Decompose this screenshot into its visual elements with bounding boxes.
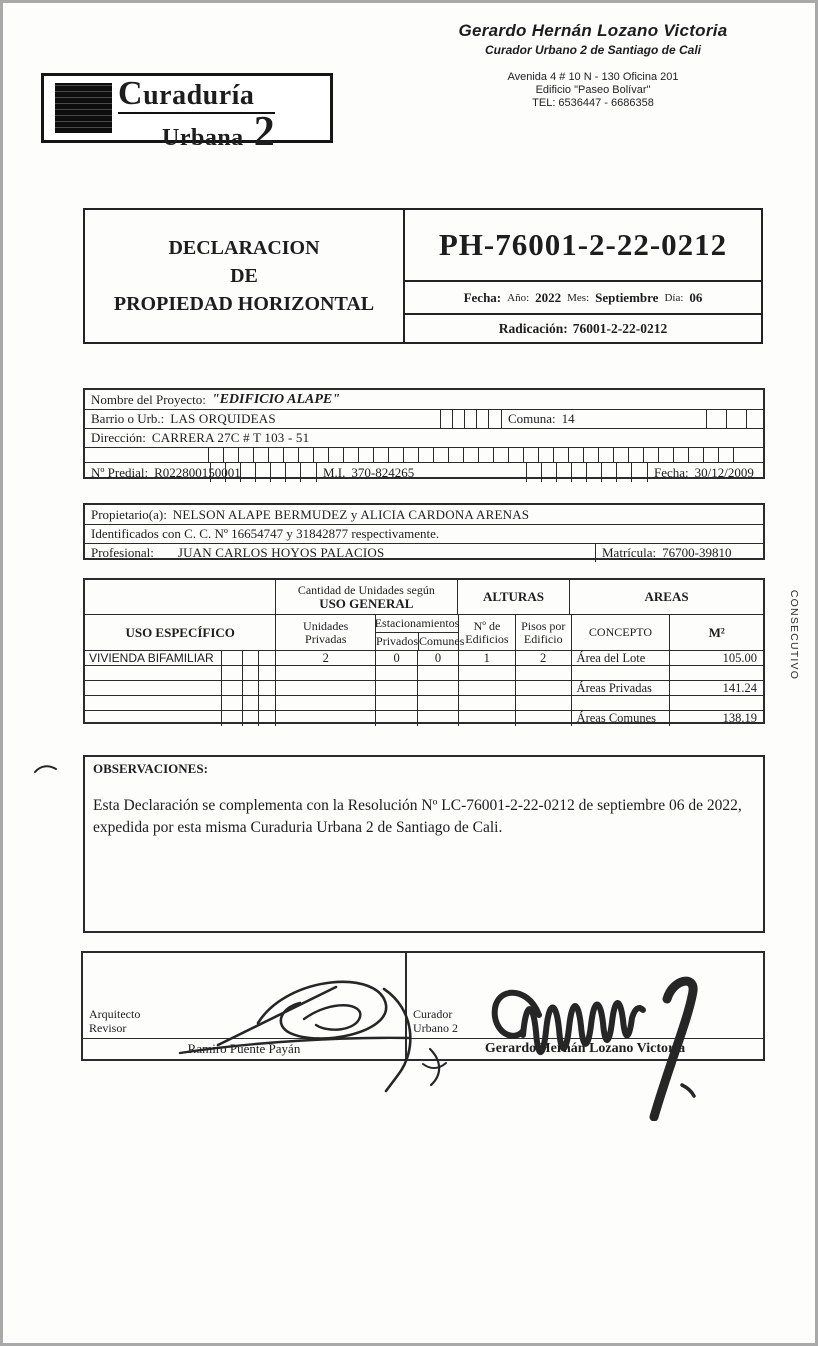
curator-role-line1: Curador — [413, 1007, 453, 1021]
logo-word-urbana: Urbana — [162, 124, 244, 151]
year-value: 2022 — [535, 289, 562, 305]
observaciones-text: Esta Declaración se complementa con la Resolución Nº LC-76001-2-22-0212 de septiembre 06 de 2022, expedida por esta misma Curaduria Urbana 2 de Santiago de Cali. — [93, 797, 742, 836]
comuna-value: 14 — [561, 411, 575, 426]
project-info-table — [83, 388, 765, 479]
alturas-header: ALTURAS — [458, 580, 570, 614]
curator-role-line2: Urbano 2 — [413, 1021, 458, 1035]
stray-ink-mark — [679, 1081, 699, 1101]
logo-word-curaduria: Curaduría — [118, 77, 275, 114]
grid-cells — [440, 410, 501, 428]
month-value: Septiembre — [595, 289, 659, 305]
predial-label: Nº Predial: — [91, 464, 149, 480]
table-row — [85, 651, 763, 666]
profesional-label: Profesional: — [91, 545, 154, 560]
curator-title: Curador Urbano 2 de Santiago de Cali — [484, 43, 702, 57]
curator-signature-name: Gerardo Hernán Lozano Victoria — [407, 1038, 763, 1059]
logo-number: 2 — [253, 109, 275, 155]
architect-name: Ramiro Puente Payán — [83, 1038, 405, 1059]
fecha-row — [405, 282, 761, 315]
edificios-header-line2: Edificios — [465, 631, 509, 646]
stray-tilde-mark — [421, 1059, 449, 1075]
project-name-label: Nombre del Proyecto: — [91, 391, 206, 407]
empty-grid-row — [85, 447, 763, 462]
title-line-1: DECLARACION — [168, 237, 320, 259]
profesional-value: JUAN CARLOS HOYOS PALACIOS — [177, 545, 385, 560]
estac-comunes-value: 0 — [418, 651, 459, 665]
grid-cells — [526, 463, 647, 482]
direccion-value: CARRERA 27C # T 103 - 51 — [151, 430, 310, 445]
area-concepto: Áreas Privadas — [572, 681, 671, 695]
pisos-header-line1: Pisos por — [521, 618, 566, 633]
identificados-text: Identificados con C. C. Nº 16654747 y 31842877 respectivamente. — [91, 526, 440, 541]
edificios-header-line1: Nº de — [473, 618, 501, 633]
matricula-value: 76700-39810 — [662, 545, 732, 560]
matricula-label: Matrícula: — [602, 545, 657, 560]
radicacion-label: Radicación: — [498, 320, 568, 336]
area-concepto: Áreas Comunes — [572, 711, 671, 726]
privados-header: Privados — [376, 634, 419, 648]
title-line-3: PROPIEDAD HORIZONTAL — [113, 293, 375, 315]
cantidad-header-line1: Cantidad de Unidades según — [297, 582, 435, 597]
radicacion-row — [405, 315, 761, 342]
unidades-header-line1: Unidades — [303, 618, 349, 633]
pisos-value: 2 — [516, 651, 572, 665]
barrio-value: LAS ORQUIDEAS — [170, 411, 276, 426]
title-block — [83, 208, 763, 344]
unidades-value: 2 — [276, 651, 376, 665]
units-table-header-cols — [85, 615, 763, 651]
grid-cells — [210, 463, 316, 482]
predial-fecha-value: 30/12/2009 — [694, 464, 754, 480]
barrio-label: Barrio o Urb.: — [91, 411, 165, 426]
cantidad-header-line2: USO GENERAL — [319, 595, 414, 611]
title-line-2: DE — [230, 265, 258, 287]
fecha-label: Fecha: — [463, 289, 502, 305]
day-label: Día: — [664, 291, 684, 304]
table-row — [85, 696, 763, 711]
grid-cells — [208, 448, 749, 462]
radicacion-value: 76001-2-22-0212 — [572, 320, 668, 336]
margin-dash-mark — [33, 761, 59, 777]
day-value: 06 — [689, 289, 703, 305]
architect-role-line2: Revisor — [89, 1021, 127, 1035]
predial-fecha-label: Fecha: — [654, 464, 689, 480]
letterhead-curator-block — [398, 21, 788, 110]
concepto-header: CONCEPTO — [572, 615, 671, 650]
curator-name: Gerardo Hernán Lozano Victoria — [458, 21, 728, 40]
comuna-label: Comuna: — [508, 411, 556, 426]
area-concepto — [572, 666, 671, 680]
project-name-row — [85, 390, 763, 409]
unidades-header-line2: Privadas — [305, 631, 347, 646]
signature-section — [81, 951, 765, 1061]
estacionamientos-header: Estacionamientos — [376, 615, 458, 633]
address-line-3: TEL: 6536447 - 6686358 — [532, 97, 654, 109]
logo-text — [118, 75, 275, 155]
area-m2: 141.24 — [722, 680, 757, 695]
area-m2 — [670, 666, 763, 680]
document-title — [85, 210, 405, 342]
area-concepto: Área del Lote — [572, 651, 671, 665]
profesional-row — [85, 543, 763, 562]
curator-role-label — [413, 1007, 458, 1035]
n-edificios-value: 1 — [459, 651, 516, 665]
area-m2: 105.00 — [722, 650, 757, 665]
propietario-row — [85, 505, 763, 524]
curaduria-logo — [41, 73, 333, 155]
grid-cells — [706, 410, 767, 428]
table-row — [85, 681, 763, 696]
uso-especifico-header: USO ESPECÍFICO — [85, 615, 276, 650]
mi-value: 370-824265 — [351, 464, 415, 480]
propietario-label: Propietario(a): — [91, 506, 167, 522]
architect-role-label — [89, 1007, 140, 1035]
curator-signature-box — [405, 951, 765, 1061]
direccion-row — [85, 428, 763, 447]
area-m2 — [670, 696, 763, 710]
architect-signature-box — [81, 951, 405, 1061]
architect-role-line1: Arquitecto — [89, 1007, 141, 1021]
predial-row — [85, 462, 763, 482]
mi-label: M.I. — [323, 464, 346, 480]
units-table-header-groups — [85, 580, 763, 615]
direccion-label: Dirección: — [91, 430, 146, 445]
logo-square-icon — [55, 83, 112, 133]
comunes-header: Comunes — [419, 634, 465, 648]
barrio-row — [85, 409, 763, 428]
propietario-value: NELSON ALAPE BERMUDEZ y ALICIA CARDONA ARENAS — [172, 506, 530, 522]
owner-table — [83, 503, 765, 560]
table-row — [85, 711, 763, 726]
identificados-row — [85, 524, 763, 543]
area-m2: 138.19 — [722, 711, 757, 725]
units-areas-table — [83, 578, 765, 724]
m2-header: M² — [708, 624, 725, 640]
estac-privados-value: 0 — [376, 651, 418, 665]
area-concepto — [572, 696, 671, 710]
project-name-value: "EDIFICIO ALAPE" — [211, 391, 341, 407]
address-line-2: Edificio "Paseo Bolívar" — [535, 84, 651, 96]
month-label: Mes: — [567, 291, 590, 304]
uso-value: VIVIENDA BIFAMILIAR — [85, 651, 222, 665]
predial-value: R022800150001 — [154, 464, 241, 480]
year-label: Año: — [507, 291, 530, 304]
address-line-1: Avenida 4 # 10 N - 130 Oficina 201 — [507, 71, 679, 83]
pisos-header-line2: Edificio — [523, 631, 563, 646]
ph-number: PH-76001-2-22-0212 — [405, 210, 761, 282]
table-row — [85, 666, 763, 681]
observaciones-label: OBSERVACIONES: — [93, 761, 208, 776]
observaciones-box — [83, 755, 765, 933]
areas-header: AREAS — [644, 589, 689, 604]
consecutivo-side-label: CONSECUTIVO — [788, 589, 800, 681]
curator-address — [398, 71, 788, 110]
